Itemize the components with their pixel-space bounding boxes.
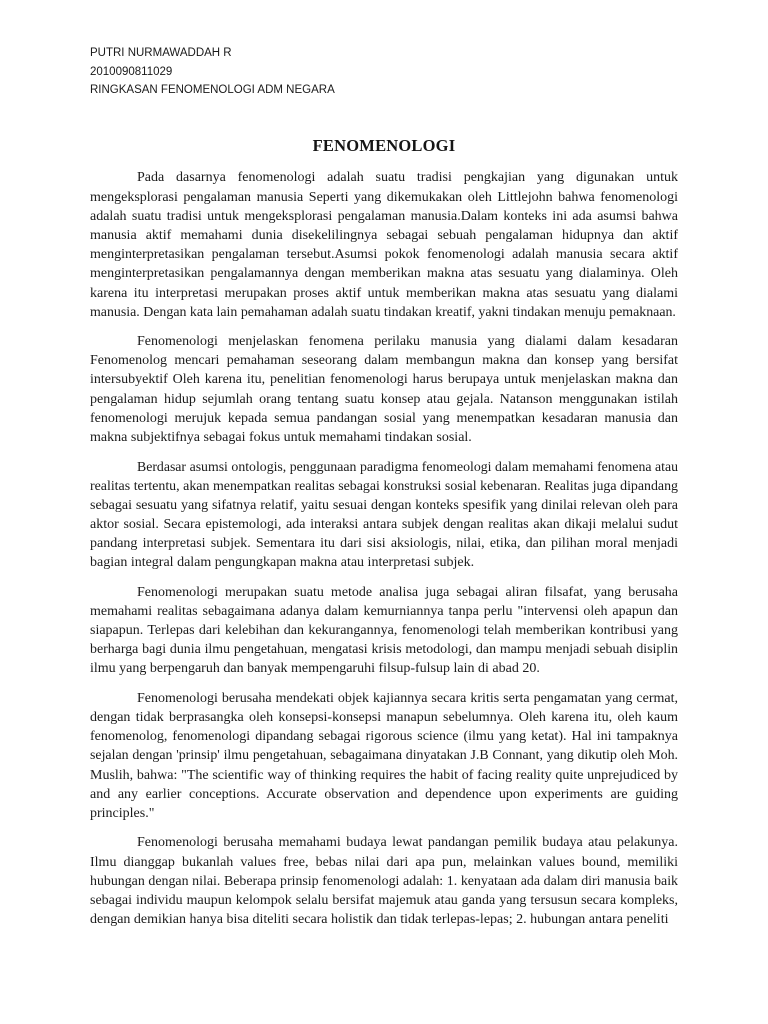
text-line: aktor sosial. Secara epistemologi, ada interaksi antara subjek dengan realitas akan dikaji melalui sudut (90, 516, 678, 532)
text-line: manusia. Dengan kata lain pemahaman adalah suatu tindakan kreatif, yakni tindakan menuju pemaknaan. (90, 304, 676, 320)
text-line: manusia aktif memahami dunia disekelilingnya sebagai sebuah pengalaman hidupnya dan aktif (90, 227, 678, 243)
text-line: siapapun. Terlepas dari kelebihan dan kekurangannya, fenomenologi telah memberikan kontribusi yang (90, 623, 678, 639)
text-line: Ilmu dianggap bukanlah values free, bebas nilai dari apa pun, melainkan values bound, memiliki (90, 854, 678, 870)
paragraph (90, 457, 678, 572)
text-line: Fenomenologi merupakan suatu metode analisa juga sebagai aliran filsafat, yang berusaha (137, 584, 678, 600)
text-line: sebagai individu maupun kelompok selalu bersifat majemuk atau ganda yang tersusun secara kompleks, (90, 892, 678, 908)
text-line: Berdasar asumsi ontologis, penggunaan paradigma fenomeologi dalam memahami fenomena atau (137, 459, 678, 475)
text-line: menginterpretasikan pengalamannya dengan memberikan makna atas sesuatu yang dialaminya. Oleh (90, 266, 678, 282)
text-line: menginterpretasikan pengalaman tersebut.Asumsi pokok fenomenologi adalah manusia secara aktif (90, 247, 678, 263)
text-line: Pada dasarnya fenomenologi adalah suatu tradisi pengkajian yang digunakan untuk (137, 170, 678, 186)
document-label: RINGKASAN FENOMENOLOGI ADM NEGARA (90, 84, 335, 96)
text-line: dengan tidak berprasangka oleh konsepsi-konsepsi manapun sebelumnya. Oleh karena itu, oleh kaum (90, 710, 678, 726)
text-line: pengalaman hidup sejumlah orang tentang suatu konsep atau gejala. Natanson menggunakan istilah (90, 391, 678, 407)
text-line: bagian integral dalam pengungkapan makna atau interpretasi subjek. (90, 555, 475, 571)
text-line: sebagai sesuatu yang sifatnya relatif, yaitu sesuai dengan konteks spesifik yang dinilai relevan oleh para (90, 497, 678, 513)
document-header (90, 44, 335, 100)
text-line: principles." (90, 805, 155, 821)
text-line: Fenomenologi berusaha memahami budaya lewat pandangan pemilik budaya atau pelakunya. (137, 835, 678, 851)
paragraph (90, 833, 678, 929)
text-line: ilmu yang berpengaruh dan banyak mempengaruhi filsup-fulsup lain di abad 20. (90, 661, 540, 677)
text-line: adalah suatu tradisi untuk mengeksplorasi pengalaman manusia.Dalam konteks ini ada asumsi bahwa (90, 208, 678, 224)
text-line: dengan demikian hanya bisa diteliti secara holistik dan tidak terlepas-lepas; 2. hubungan antara peneliti (90, 912, 669, 928)
text-line: memahami realitas sebagaimana adanya dalam kemurniannya tanpa perlu "intervensi oleh apapun dan (90, 603, 678, 619)
text-line: karena itu interpretasi merupakan proses aktif untuk memberikan makna atas sesuatu yang dialami (90, 285, 678, 301)
text-line: Fenomenologi berusaha mendekati objek kajiannya secara kritis serta pengamatan yang cermat, (137, 690, 678, 706)
text-line: makna subjektifnya sebagai fokus untuk memahami tindakan sosial. (90, 430, 472, 446)
text-line: and any earlier conceptions. Accurate observation and dependence upon experiments are guiding (90, 786, 678, 802)
text-line: berharga bagi dunia ilmu pengetahuan, mengatasi krisis metodologi, dan mampu menjadi sebuah disiplin (90, 642, 678, 658)
text-line: hubungan dengan nilai. Beberapa prinsip fenomenologi adalah: 1. kenyataan ada dalam diri manusia baik (90, 873, 678, 889)
text-line: fenomenologi merujuk kepada semua pandangan sosial yang menempatkan kesadaran manusia dan (90, 410, 678, 426)
paragraph (90, 332, 678, 447)
text-line: mengeksplorasi pengalaman manusia Seperti yang dikemukakan oleh Littlejohn bahwa fenomenologi (90, 189, 678, 205)
text-line: Fenomenologi menjelaskan fenomena perilaku manusia yang dialami dalam kesadaran (137, 334, 678, 350)
author-name: PUTRI NURMAWADDAH R (90, 47, 232, 59)
paragraph (90, 168, 678, 322)
paragraph (90, 583, 678, 679)
text-line: Muslih, bahwa: "The scientific way of thinking requires the habit of facing reality quite unprejudiced by (90, 767, 678, 783)
document-body (90, 168, 678, 939)
document-title: FENOMENOLOGI (312, 136, 456, 155)
paragraph (90, 689, 678, 823)
text-line: sejalan dengan 'prinsip' ilmu pengetahuan, sebagaimana dinyatakan J.B Connant, yang dikutip oleh Moh. (90, 748, 678, 764)
text-line: fenomenolog, fenomenologi dipandang sebagai rigorous science (ilmu yang ketat). Hal ini tampaknya (90, 729, 678, 745)
text-line: realitas tertentu, akan menempatkan realitas sebagai konstruksi sosial kebenaran. Realitas juga dipandang (90, 478, 678, 494)
student-number: 2010090811029 (90, 65, 173, 78)
text-line: pandang interpretasi subjek. Sementara itu dari sisi aksiologis, nilai, etika, dan pilihan moral menjadi (90, 536, 678, 552)
text-line: intersubyektif Oleh karena itu, penelitian fenomenologi harus berupaya untuk menjelaskan makna dan (90, 372, 678, 388)
text-line: Fenomenolog mencari pemahaman seseorang dalam membangun makna dan konsep yang bersifat (90, 353, 678, 369)
